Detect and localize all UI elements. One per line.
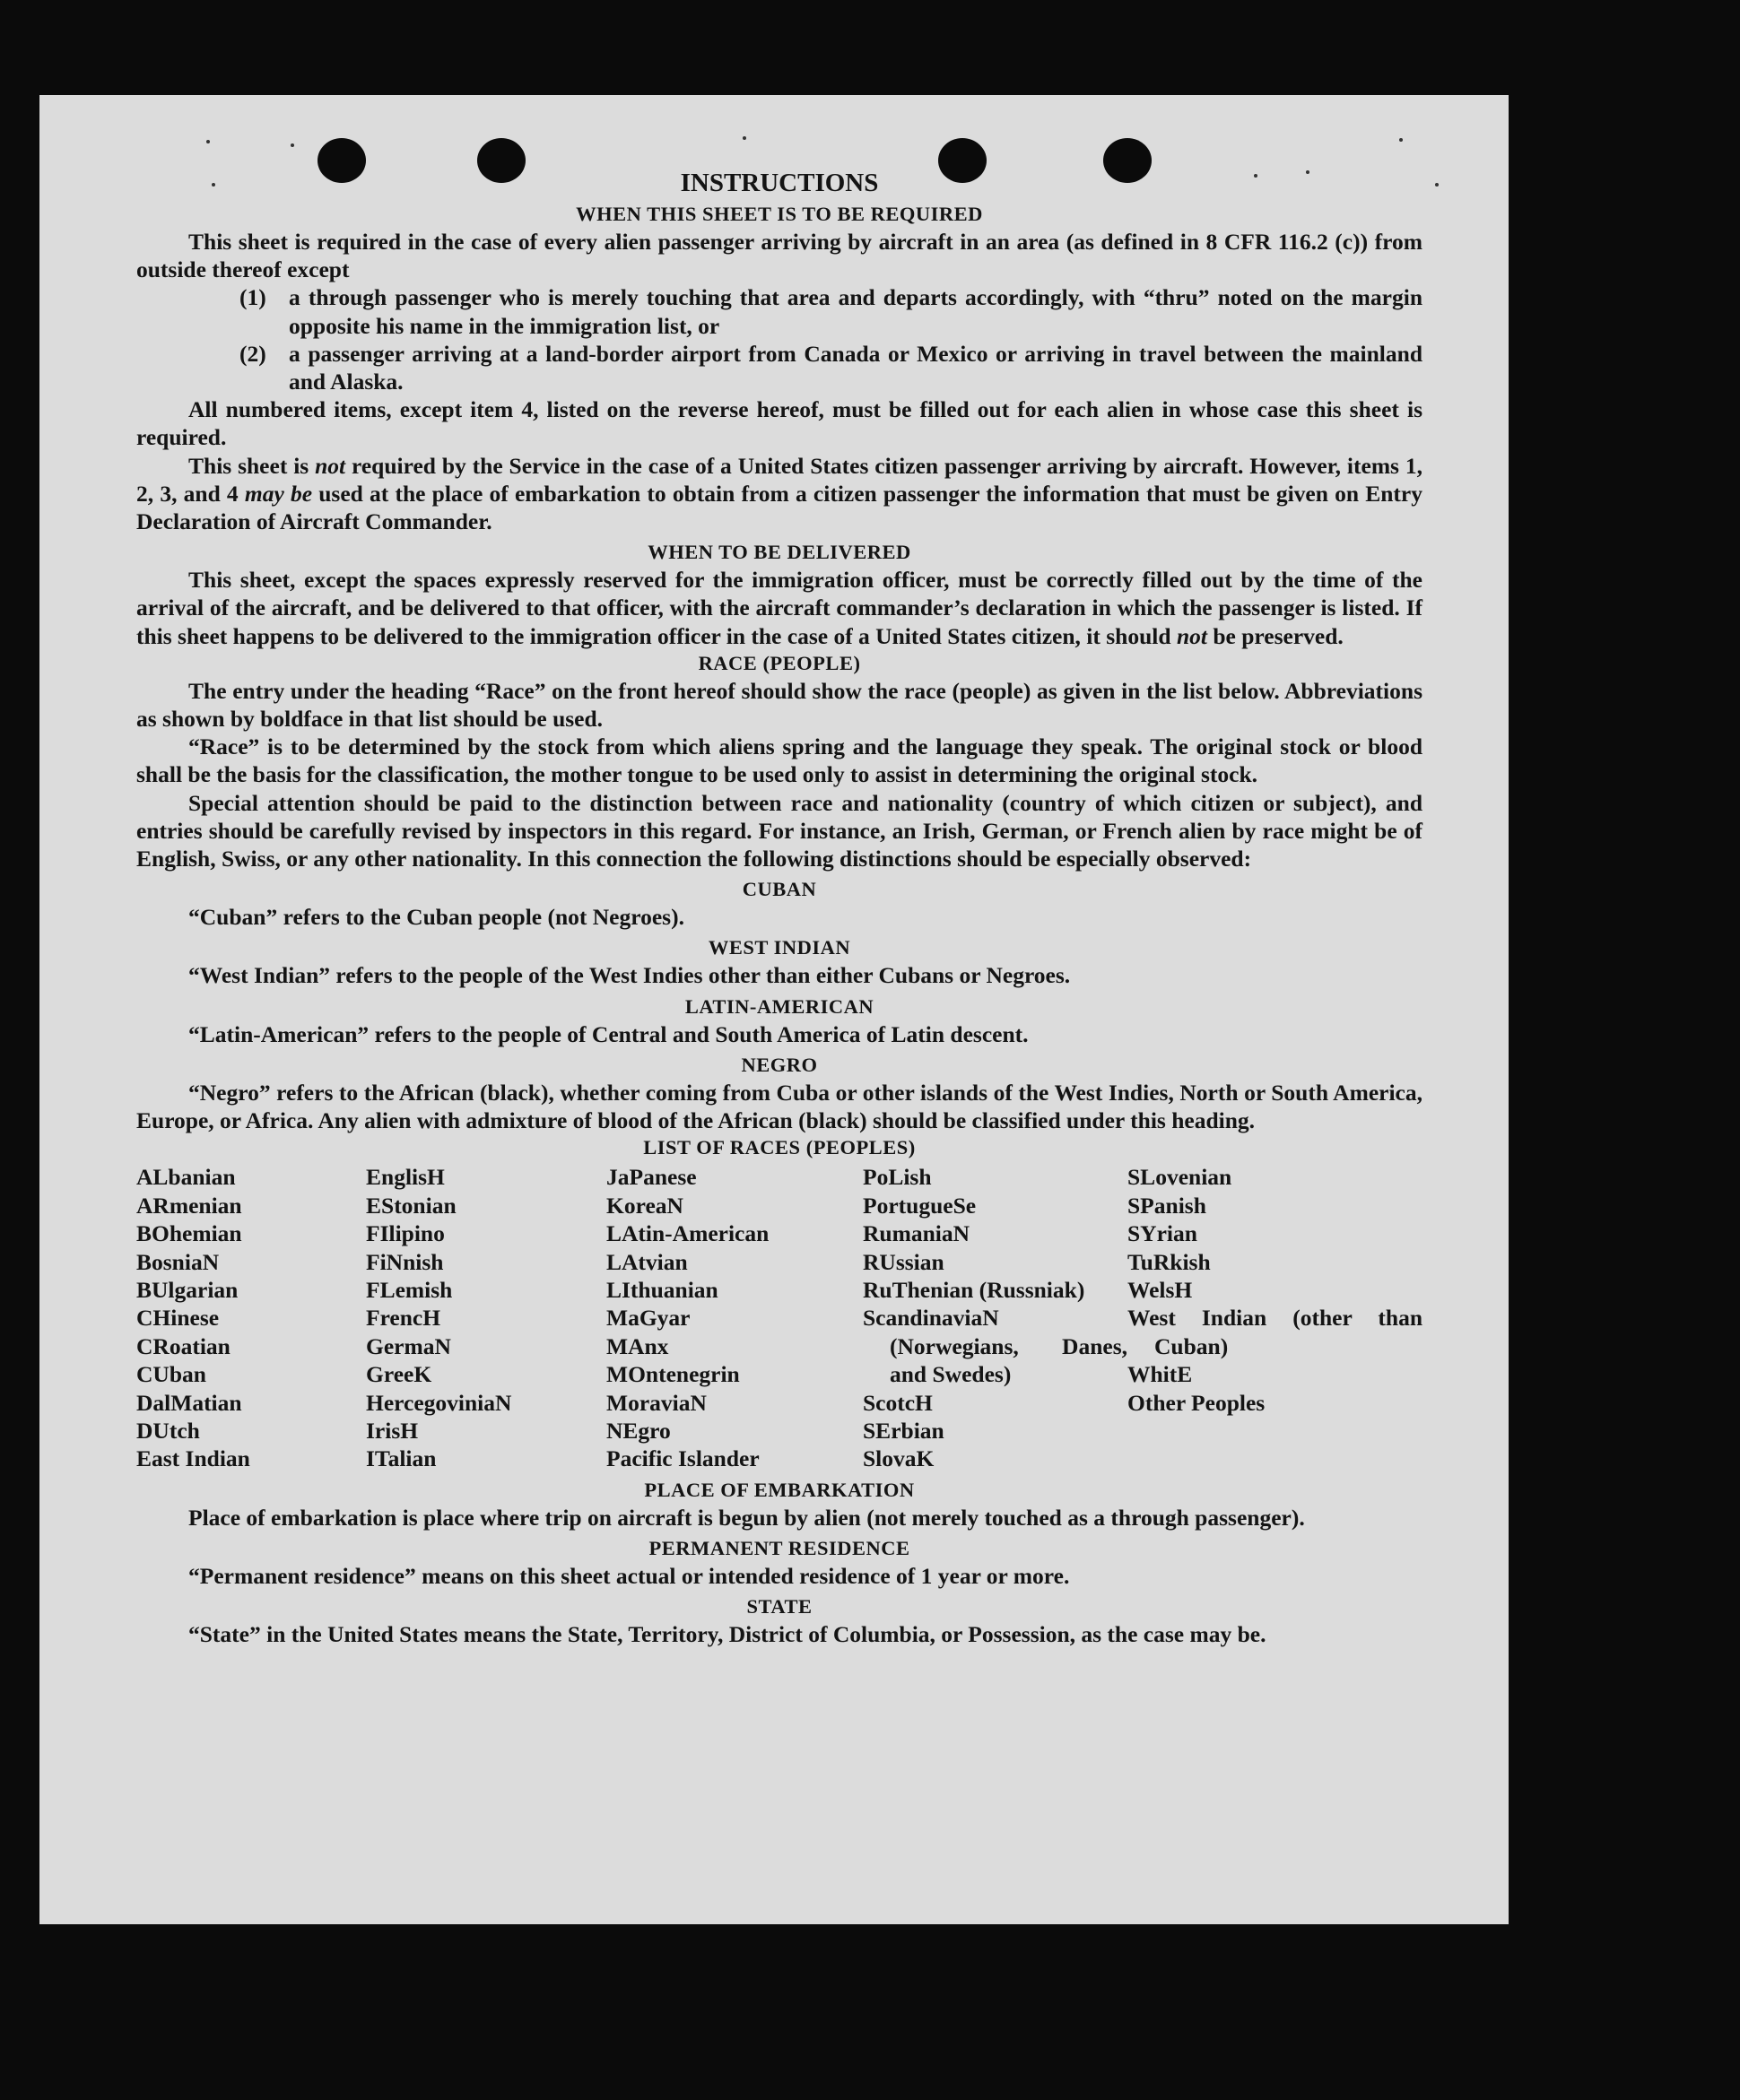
race-entry: Other Peoples [1127,1389,1266,1416]
text-run: This sheet, except the spaces expressly reserved for the immigration officer, must be correctly filled out by the time of the arrival of the aircraft, and be delivered to that officer, with the aircraft commander’s declaration in which the passenger is listed. If this sheet happens to be delivered to the immigration officer in the case of a United States citizen, it should [136,567,1422,649]
document-sheet [39,95,1509,1924]
race-entry: BUlgarian [136,1276,239,1303]
exception-item [239,340,1422,395]
paragraph: “Permanent residence” means on this sheet actual or intended residence of 1 year or more. [188,1562,1070,1589]
paragraph: The entry under the heading “Race” on the front hereof should show the race (people) as given in the list below. Abbreviations as shown by boldface in that list should be used. [136,677,1422,733]
exception-number: (2) [239,340,266,367]
paragraph: This sheet is required in the case of every alien passenger arriving by aircraft in an area (as defined in 8 CFR 116.2 (c)) from outside thereof except [136,229,1422,283]
speck [291,143,294,147]
race-entry: FiNnish [366,1248,444,1275]
race-entry: DUtch [136,1417,200,1444]
section-title: LATIN-AMERICAN [684,994,874,1018]
race-entry: CUban [136,1361,206,1388]
race-entry: GermaN [366,1332,451,1359]
race-entry: EnglisH [366,1164,445,1191]
race-column [863,1163,1127,1472]
text-run: required by the Service in the case of a United States citizen passenger arriving by aircraft. However, items 1, 2, 3, and 4 [136,452,1422,507]
race-entry: LAtin-American [606,1220,770,1247]
race-entry: HercegoviniaN [366,1389,512,1416]
race-entry: LAtvian [606,1248,688,1275]
section-title: LIST OF RACES (PEOPLES) [643,1136,916,1159]
race-entry: BOhemian [136,1220,242,1247]
text-run: used at the place of embarkation to obtain from a citizen passenger the information that must be given on Entry Declaration of Aircraft Commander. [136,480,1422,535]
text-run: be preserved. [1206,622,1344,649]
race-entry: MOntenegrin [606,1361,740,1388]
race-entry: ScotcH [863,1389,933,1416]
race-entry: SErbian [863,1417,944,1444]
race-entry: RUssian [863,1248,944,1275]
race-entry: CRoatian [136,1332,231,1359]
section-title: PERMANENT RESIDENCE [648,1536,910,1559]
section-title: WHEN TO BE DELIVERED [648,541,911,564]
section-title: PLACE OF EMBARKATION [644,1478,915,1501]
paragraph: “Race” is to be determined by the stock from which aliens spring and the language they speak. The original stock or blood shall be the basis for the classification, the mother tongue to be used only to assist in determining the original stock. [136,733,1422,788]
paragraph: “Negro” refers to the African (black), whether coming from Cuba or other islands of the West Indies, North or South America, Europe, or Africa. Any alien with admixture of blood of the African (black) should be classified under this heading. [136,1079,1422,1134]
race-entry: SLovenian [1127,1164,1232,1191]
section-title: RACE (PEOPLE) [698,651,861,674]
exception-number: (1) [239,284,266,311]
race-column [606,1163,863,1472]
paragraph: “Latin-American” refers to the people of Central and South America of Latin descent. [188,1020,1029,1047]
paragraph: “State” in the United States means the State, Territory, District of Columbia, or Possession, as the case may be. [188,1621,1266,1648]
paragraph [136,452,1422,536]
race-entry: SPanish [1127,1192,1206,1219]
paragraph [136,566,1422,650]
race-entry: MAnx [606,1332,669,1359]
race-entry: SlovaK [863,1445,935,1472]
section-title: STATE [746,1595,813,1618]
paragraph: All numbered items, except item 4, listed on the reverse hereof, must be filled out for each alien in whose case this sheet is required. [136,396,1422,451]
emphasis: may be [244,480,313,507]
section-title: WEST INDIAN [708,936,851,959]
race-entry: ARmenian [136,1192,242,1219]
speck [206,140,210,143]
race-entry: WhitE [1127,1361,1193,1388]
race-entry: PoLish [863,1164,932,1191]
emphasis: not [1176,622,1207,649]
section-title: NEGRO [741,1053,818,1076]
race-entry: MoraviaN [606,1389,707,1416]
race-column [366,1163,606,1472]
speck [1399,138,1403,142]
race-entry: FIlipino [366,1220,445,1247]
race-entry: ITalian [366,1445,437,1472]
race-entry: DalMatian [136,1389,242,1416]
emphasis: not [315,452,346,479]
race-entry: BosniaN [136,1248,220,1275]
instructions-content [136,165,1422,1648]
race-entry: KoreaN [606,1192,683,1219]
paragraph: Special attention should be paid to the distinction between race and nationality (country of which citizen or subject), and entries should be carefully revised by inspectors in this regard. For instance, an Irish, German, or French alien by race might be of English, Swiss, or any other nationality. In this connection the following distinctions should be especially observed: [136,789,1422,872]
race-entry: TuRkish [1127,1248,1211,1275]
race-entry: FrencH [366,1305,441,1332]
race-entry: WelsH [1127,1276,1193,1303]
text-run: This sheet is [188,452,316,479]
race-entry: PortugueSe [863,1192,977,1219]
race-list [136,1163,1422,1472]
race-entry: RumaniaN [863,1220,970,1247]
race-entry: FLemish [366,1276,453,1303]
exception-item [239,283,1422,339]
page-title: INSTRUCTIONS [680,169,879,197]
race-entry: Pacific Islander [606,1445,760,1472]
race-entry: SYrian [1127,1220,1197,1247]
paragraph: “West Indian” refers to the people of the West Indies other than either Cubans or Negroes. [188,962,1071,989]
race-entry: LIthuanian [606,1276,718,1303]
race-entry: MaGyar [606,1305,691,1332]
race-entry: NEgro [606,1417,671,1444]
race-entry: ScandinaviaN (Norwegians, Danes, and Swedes) [863,1305,1127,1388]
race-entry: EStonian [366,1192,457,1219]
race-column [1127,1163,1422,1472]
race-entry: IrisH [366,1417,419,1444]
race-entry: CHinese [136,1305,220,1332]
exception-text: a passenger arriving at a land-border airport from Canada or Mexico or arriving in travel between the mainland and Alaska. [289,340,1422,395]
race-entry: JaPanese [606,1164,697,1191]
race-entry: RuThenian (Russniak) [863,1276,1085,1303]
race-entry: East Indian [136,1445,250,1472]
exception-text: a through passenger who is merely touching that area and departs accordingly, with “thru” noted on the margin opposite his name in the immigration list, or [289,284,1422,339]
speck [743,136,746,140]
section-title: CUBAN [742,878,817,901]
race-entry: ALbanian [136,1164,236,1191]
speck [1435,183,1439,187]
race-entry: GreeK [366,1361,432,1388]
race-column [136,1163,366,1472]
paragraph: “Cuban” refers to the Cuban people (not Negroes). [188,904,684,931]
section-title: WHEN THIS SHEET IS TO BE REQUIRED [576,203,983,225]
race-entry: West Indian (other than Cuban) [1127,1305,1422,1359]
paragraph: Place of embarkation is place where trip on aircraft is begun by alien (not merely touched as a through passenger). [188,1504,1305,1531]
